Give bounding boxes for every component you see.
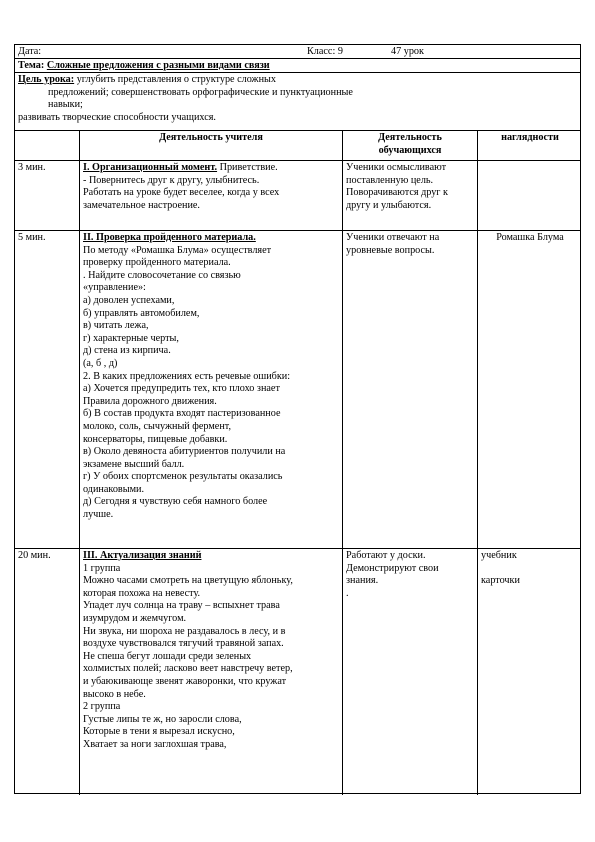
- time-column-header: [15, 131, 79, 160]
- visual-item: [481, 563, 579, 576]
- date-label: Дата:: [18, 46, 42, 57]
- stage-title-tail: Приветствие.: [217, 162, 278, 173]
- students-line: Поворачиваются друг к: [346, 187, 448, 199]
- visual-column-header: наглядности: [501, 132, 559, 143]
- stage-row: [15, 231, 580, 549]
- teacher-line: лучше.: [83, 509, 114, 521]
- teacher-line: замечательное настроение.: [83, 199, 200, 211]
- teacher-line: Которые в тени я вырезал искусно,: [83, 726, 235, 738]
- teacher-line: . Найдите словосочетание со связью: [83, 269, 241, 281]
- visual-item: карточки: [481, 575, 520, 587]
- column-header-row: [15, 131, 580, 161]
- teacher-line: Не спеша бегут лошади среди зеленых: [83, 650, 252, 662]
- students-line: Ученики осмысливают: [346, 162, 447, 173]
- students-line: уровневые вопросы.: [346, 244, 435, 256]
- teacher-line: г) У обоих спортсменок результаты оказались: [83, 471, 283, 483]
- students-line: знания.: [346, 575, 379, 587]
- goal-line-4: развивать творческие способности учащихся.: [18, 111, 216, 123]
- lesson-number: 47 урок: [391, 46, 424, 57]
- teacher-line: Правила дорожного движения.: [83, 395, 217, 407]
- teacher-line: холмистых полей; ласково веет навстречу ветер,: [83, 663, 293, 675]
- stage-row: [15, 161, 580, 231]
- teacher-line: Ни звука, ни шороха не раздавалось в лесу, и в: [83, 625, 286, 637]
- teacher-line: - Повернитесь друг к другу, улыбнитесь.: [83, 174, 260, 186]
- teacher-column-header: Деятельность учителя: [159, 132, 263, 143]
- teacher-line: проверку пройденного материала.: [83, 257, 231, 269]
- stage-time: 20 мин.: [18, 550, 51, 561]
- goal-line-3: навыки;: [48, 99, 83, 111]
- teacher-line: в) читать лежа,: [83, 320, 149, 332]
- students-line: Работают у доски.: [346, 550, 426, 561]
- teacher-line: Упадет луч солнца на траву – вспыхнет трава: [83, 600, 280, 612]
- teacher-line: б) управлять автомобилем,: [83, 307, 200, 319]
- teacher-line: экзамене высший балл.: [83, 458, 185, 470]
- teacher-line: б) В состав продукта входят пастеризованное: [83, 408, 281, 420]
- goal-line-1: углубить представления о структуре сложных: [76, 74, 276, 85]
- teacher-line: 1 группа: [83, 562, 121, 574]
- teacher-line: д) стена из кирпича.: [83, 345, 171, 357]
- class-label: Класс: 9: [307, 46, 343, 57]
- goal-line-2: предложений; совершенствовать орфографические и пунктуационные: [48, 86, 353, 98]
- visual-cell: [477, 161, 582, 230]
- teacher-line: По методу «Ромашка Блума» осуществляет: [83, 244, 272, 256]
- stage-title: II. Проверка пройденного материала.: [83, 232, 256, 243]
- topic-text: Сложные предложения с разными видами связи: [46, 60, 270, 71]
- lesson-plan-table: [14, 44, 581, 794]
- students-column-header-1: Деятельность: [378, 132, 442, 143]
- stage-row: [15, 549, 580, 795]
- stage-title: III. Актуализация знаний: [83, 550, 202, 561]
- teacher-line: изумрудом и жемчугом.: [83, 612, 187, 624]
- topic-row: [15, 59, 580, 73]
- teacher-line: (а, б , д): [83, 357, 118, 369]
- teacher-line: г) характерные черты,: [83, 332, 179, 344]
- teacher-line: Можно часами смотреть на цветущую яблоньку,: [83, 575, 293, 587]
- students-line: Ученики отвечают на: [346, 232, 440, 243]
- teacher-line: 2 группа: [83, 701, 121, 713]
- teacher-line: в) Около девяноста абитуриентов получили на: [83, 446, 286, 458]
- teacher-line: 2. В каких предложениях есть речевые ошибки:: [83, 370, 291, 382]
- teacher-line: а) Хочется предупредить тех, кто плохо знает: [83, 383, 280, 395]
- teacher-line: воздухе чувствовался тягучий травяной запах.: [83, 638, 284, 650]
- goal-row: [15, 73, 580, 131]
- teacher-line: которая похожа на невесту.: [83, 587, 201, 599]
- teacher-line: д) Сегодня я чувствую себя намного более: [83, 496, 268, 508]
- visual-item: учебник: [481, 550, 517, 561]
- teacher-line: и убаюкивающе звенят жаворонки, что кружат: [83, 675, 287, 687]
- teacher-line: Работать на уроке будет веселее, когда у всех: [83, 187, 280, 199]
- teacher-line: молоко, соль, сычужный фермент,: [83, 420, 232, 432]
- teacher-line: Густые липы те ж, но заросли слова,: [83, 713, 242, 725]
- teacher-line: «управление»:: [83, 282, 146, 294]
- stage-time: 5 мин.: [18, 232, 46, 243]
- students-line: Демонстрируют свои: [346, 562, 439, 574]
- visual-item: Ромашка Блума: [496, 232, 564, 243]
- teacher-line: консерваторы, пищевые добавки.: [83, 433, 228, 445]
- teacher-line: а) доволен успехами,: [83, 294, 175, 306]
- students-line: другу и улыбаются.: [346, 199, 432, 211]
- students-line: поставленную цель.: [346, 174, 434, 186]
- teacher-line: Хватает за ноги заглохшая трава,: [83, 738, 227, 750]
- topic-label: Тема:: [18, 60, 45, 71]
- header-row: [15, 45, 580, 59]
- teacher-line: одинаковыми.: [83, 483, 145, 495]
- goal-label: Цель урока:: [18, 74, 75, 85]
- stage-time: 3 мин.: [18, 162, 46, 173]
- stage-title: I. Организационный момент.: [83, 162, 218, 173]
- students-line: .: [346, 587, 349, 599]
- teacher-line: высоко в небе.: [83, 688, 146, 700]
- students-column-header-2: обучающихся: [378, 144, 442, 156]
